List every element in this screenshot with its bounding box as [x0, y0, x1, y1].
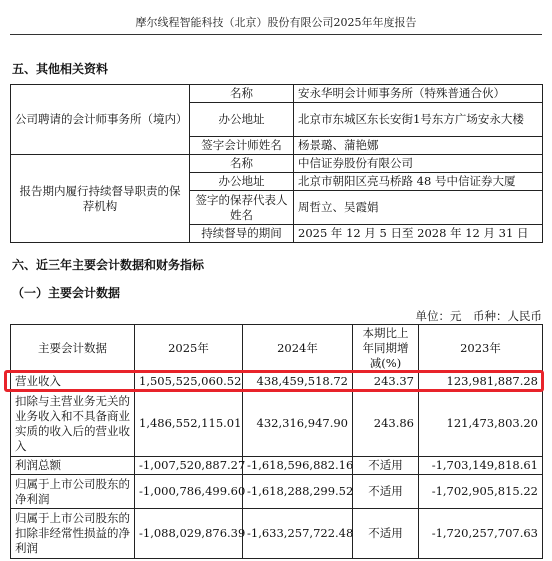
revenue-row-highlight — [4, 370, 544, 392]
value-2025: -1,007,520,887.27 — [135, 457, 243, 475]
other-info-table — [10, 84, 543, 243]
sponsor-period-value: 2025 年 12 月 5 日至 2028 年 12 月 31 日 — [294, 225, 543, 243]
col-header-2025: 2025年 — [135, 325, 243, 373]
section6-subtitle: （一）主要会计数据 — [12, 286, 121, 300]
auditor-signer-key: 签字会计师姓名 — [190, 137, 294, 155]
value-2025: 1,486,552,115.01 — [135, 391, 243, 457]
row-label: 归属于上市公司股东的扣除非经常性损益的净利润 — [11, 509, 135, 559]
auditor-signer-value: 杨景璐、蒲艳娜 — [294, 137, 543, 155]
value-2024: 432,316,947.90 — [243, 391, 353, 457]
auditor-address-key: 办公地址 — [190, 103, 294, 137]
sponsor-address-value: 北京市朝阳区亮马桥路 48 号中信证券大厦 — [294, 173, 543, 191]
col-header-item: 主要会计数据 — [11, 325, 135, 373]
sponsor-rep-key: 签字的保荐代表人姓名 — [190, 191, 294, 225]
sponsor-address-key: 办公地址 — [190, 173, 294, 191]
value-2025: 1,505,525,060.52 — [135, 373, 243, 391]
section5-title: 五、其他相关资料 — [12, 62, 109, 76]
value-2025: -1,088,029,876.39 — [135, 509, 243, 559]
row-label: 利润总额 — [11, 457, 135, 475]
value-2024: 438,459,518.72 — [243, 373, 353, 391]
table-row — [11, 475, 543, 509]
value-2023: -1,702,905,815.22 — [419, 475, 543, 509]
auditor-name-key: 名称 — [190, 85, 294, 103]
row-label: 扣除与主营业务无关的业务收入和不具备商业实质的收入后的营业收入 — [11, 391, 135, 457]
sponsor-name-key: 名称 — [190, 155, 294, 173]
col-header-2024: 2024年 — [243, 325, 353, 373]
value-2024: -1,618,288,299.52 — [243, 475, 353, 509]
col-header-change: 本期比上年同期增减(%) — [353, 325, 419, 373]
table-row — [11, 457, 543, 475]
value-change: 不适用 — [353, 509, 419, 559]
sponsor-name-value: 中信证券股份有限公司 — [294, 155, 543, 173]
value-2023: -1,703,149,818.61 — [419, 457, 543, 475]
report-header: 摩尔线程智能科技（北京）股份有限公司2025年年度报告 — [135, 16, 417, 29]
sponsor-rep-value: 周哲立、吴霞娟 — [294, 191, 543, 225]
sponsor-period-key: 持续督导的期间 — [190, 225, 294, 243]
value-2024: -1,618,596,882.16 — [243, 457, 353, 475]
row-label: 归属于上市公司股东的净利润 — [11, 475, 135, 509]
table-row — [11, 509, 543, 559]
sponsor-label: 报告期内履行持续督导职责的保荐机构 — [11, 155, 190, 243]
row-label: 营业收入 — [11, 373, 135, 391]
value-2023: 121,473,803.20 — [419, 391, 543, 457]
table-row — [11, 391, 543, 457]
value-2024: -1,633,257,722.48 — [243, 509, 353, 559]
unit-label: 单位：元 币种：人民币 — [415, 309, 542, 323]
value-2023: 123,981,887.28 — [419, 373, 543, 391]
header-rule — [10, 34, 542, 35]
value-2025: -1,000,786,499.60 — [135, 475, 243, 509]
value-change: 243.86 — [353, 391, 419, 457]
value-change: 不适用 — [353, 457, 419, 475]
value-change: 不适用 — [353, 475, 419, 509]
section6-title: 六、近三年主要会计数据和财务指标 — [12, 258, 205, 272]
auditor-label: 公司聘请的会计师事务所（境内） — [11, 85, 190, 155]
key-accounting-table — [10, 324, 543, 559]
col-header-2023: 2023年 — [419, 325, 543, 373]
value-2023: -1,720,257,707.63 — [419, 509, 543, 559]
value-change: 243.37 — [353, 373, 419, 391]
auditor-name-value: 安永华明会计师事务所（特殊普通合伙） — [294, 85, 543, 103]
auditor-address-value: 北京市东城区东长安街1号东方广场安永大楼 — [294, 103, 543, 137]
